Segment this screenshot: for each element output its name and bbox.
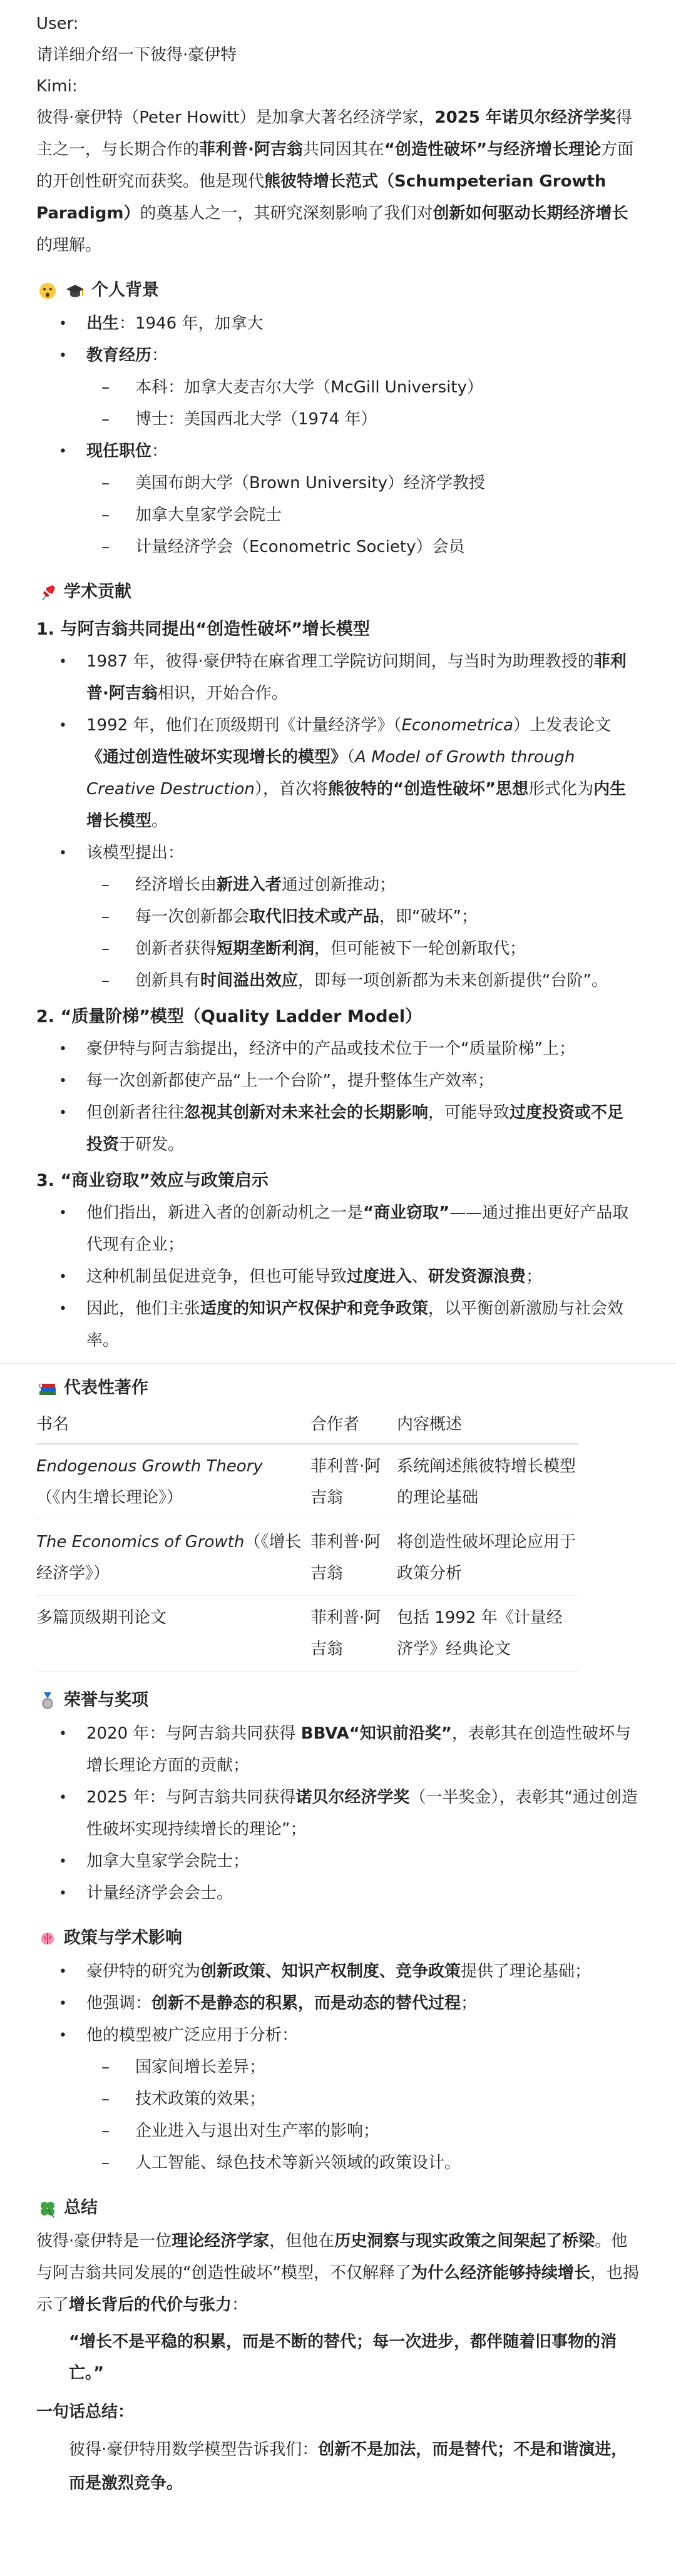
text: 每一次创新都会 <box>135 907 250 926</box>
text: ，即“破坏”； <box>379 907 478 926</box>
text: ）上发表论文 <box>513 716 612 735</box>
text: （《内生增长理论》） <box>36 1488 183 1507</box>
text: 1987 年，彼得·豪伊特在麻省理工学院访问期间，与当时为助理教授的 <box>86 652 594 671</box>
list-item: – 美国布朗大学（Brown University）经济学教授 <box>101 468 640 499</box>
text: ： <box>151 442 168 461</box>
cell-coauthor: 菲利普·阿吉翁 <box>310 1520 397 1596</box>
table-row <box>36 1444 578 1520</box>
column-header: 书名 <box>36 1406 310 1444</box>
text: 多篇顶级期刊论文 <box>36 1608 167 1627</box>
model-sublist <box>86 869 640 997</box>
text: 的奠基人之一，其研究深刻影响了我们对 <box>140 204 433 223</box>
text-bold: 适度的知识产权保护和竞争政策 <box>200 1299 429 1318</box>
contribution-list-3 <box>36 1197 640 1357</box>
pushpin-icon <box>36 576 59 608</box>
list-item: – 技术政策的效果； <box>101 2083 640 2115</box>
text-bold: “商业窃取” <box>363 1204 450 1222</box>
text: ，即每一项创新都为未来创新提供“台阶”。 <box>298 971 608 990</box>
text-bold: 熊彼特的“创造性破坏”思想 <box>327 780 529 799</box>
list-item <box>56 1956 640 1988</box>
list-item <box>56 308 640 340</box>
subheading-quality-ladder: 2. “质量阶梯”模型（Quality Ladder Model） <box>36 1007 422 1026</box>
education-sublist <box>86 372 640 436</box>
list-item <box>56 1293 640 1357</box>
text-bold: 过度投资或不足投资 <box>86 1103 624 1154</box>
list-item: • 加拿大皇家学会院士； <box>56 1846 640 1878</box>
text-bold: 教育经历 <box>86 346 152 365</box>
text: 2025 年：与阿吉翁共同获得 <box>86 1788 296 1807</box>
list-item <box>56 340 640 436</box>
text: ——通过推出更好产品取代现有企业； <box>86 1204 629 1254</box>
text: 。他与阿吉翁共同发展的“创造性破坏”模型，不仅解释了 <box>36 2232 628 2282</box>
cell-title <box>36 1444 310 1520</box>
text: 、 <box>412 1267 429 1286</box>
section-title: 个人背景 <box>91 280 159 300</box>
text-bold: 过度进入 <box>347 1267 412 1286</box>
text: 创新具有 <box>135 971 201 990</box>
list-item <box>56 1988 640 2020</box>
section-honors <box>36 1683 640 1718</box>
text: ，以平衡创新激励与社会效率。 <box>86 1299 624 1350</box>
text: 得主之一，与长期合作的 <box>36 108 632 159</box>
text: 他的模型被广泛应用于分析： <box>86 2026 299 2045</box>
background-list <box>36 308 640 563</box>
list-item: – 博士：美国西北大学（1974 年） <box>101 404 640 436</box>
text: 彼得·豪伊特用数学模型告诉我们： <box>69 2440 319 2459</box>
text-bold: 历史洞察与现实政策之间架起了桥梁 <box>334 2232 595 2251</box>
list-item: – 计量经济学会（Econometric Society）会员 <box>101 531 640 563</box>
text: （一半奖金），表彰其“通过创造性破坏实现持续增长的理论”； <box>86 1788 638 1839</box>
text-bold: 研发资源浪费 <box>428 1267 526 1286</box>
text-bold: 菲利普·阿吉翁 <box>199 140 303 159</box>
list-item: • 每一次创新都使产品“上一个台阶”，提升整体生产效率； <box>56 1065 640 1097</box>
text-bold: 《通过创造性破坏实现增长的模型》 <box>86 748 347 767</box>
quote: “增长不是平稳的积累，而是不断的替代；每一次进步，都伴随着旧事物的消亡。” <box>69 2333 617 2383</box>
text: 创新者获得 <box>135 939 217 958</box>
text: ：1946 年，加拿大 <box>119 314 264 333</box>
one-line-summary <box>36 2433 640 2500</box>
column-header: 合作者 <box>310 1406 397 1444</box>
books-icon <box>36 1372 59 1404</box>
user-message: 请详细介绍一下彼得·豪伊特 <box>36 46 237 64</box>
table-row <box>36 1596 578 1672</box>
cell-coauthor: 菲利普·阿吉翁 <box>310 1444 397 1520</box>
text-bold: 现任职位 <box>86 442 152 461</box>
table-row <box>36 1520 578 1596</box>
text-bold: 内生增长模型 <box>86 780 627 831</box>
cell-coauthor: 菲利普·阿吉翁 <box>310 1596 397 1672</box>
text-bold: 创新不是静态的积累，而是动态的替代过程 <box>151 1994 461 2013</box>
summary-paragraph <box>36 2226 640 2321</box>
text: ： <box>151 346 168 365</box>
list-item: • 豪伊特与阿吉翁提出，经济中的产品或技术位于一个“质量阶梯”上； <box>56 1033 640 1065</box>
contribution-list-1 <box>36 646 640 997</box>
cell-description: 包括 1992 年《计量经济学》经典论文 <box>397 1596 578 1672</box>
section-title: 荣誉与奖项 <box>64 1690 148 1710</box>
text-bold: 理论经济学家 <box>172 2232 270 2251</box>
text: （ <box>347 748 356 767</box>
text: ，表彰其在创造性破坏与增长理论方面的贡献； <box>86 1724 631 1775</box>
section-title: 代表性著作 <box>64 1378 148 1398</box>
text-bold: 熊彼特增长范式（Schumpeterian Growth Paradigm） <box>36 172 607 223</box>
list-item <box>56 436 640 563</box>
section-personal-background <box>36 273 640 308</box>
cell-description: 将创造性破坏理论应用于政策分析 <box>397 1520 578 1596</box>
text: 形式化为 <box>528 780 594 799</box>
text: 提供了理论基础； <box>461 1962 592 1981</box>
text: 他们指出，新进入者的创新动机之一是 <box>86 1204 364 1222</box>
text: ： <box>232 2296 248 2314</box>
list-item <box>56 1718 640 1782</box>
text: ，但可能被下一轮创新取代； <box>314 939 526 958</box>
list-item: – 加拿大皇家学会院士 <box>101 499 640 531</box>
text: 方面的开创性研究而获奖。他是现代 <box>36 140 634 191</box>
list-item <box>101 869 640 901</box>
text-italic: Econometrica <box>401 716 514 735</box>
text-bold: 出生 <box>86 314 120 333</box>
text: 2020 年：与阿吉翁共同获得 <box>86 1724 301 1743</box>
text-bold: “创造性破坏”与经济增长理论 <box>384 140 602 159</box>
cell-title <box>36 1520 310 1596</box>
text: 的理解。 <box>36 236 102 255</box>
section-policy-impact <box>36 1921 640 1956</box>
list-item <box>56 2020 640 2179</box>
list-item <box>56 1197 640 1261</box>
hushed-face-icon <box>36 275 59 306</box>
text-bold: 为什么经济能够持续增长 <box>411 2264 590 2282</box>
section-title: 总结 <box>64 2198 98 2217</box>
text: ，也揭示了 <box>36 2264 639 2314</box>
user-label: User: <box>36 14 79 33</box>
text-bold: 创新不是加法，而是替代；不是和谐演进，而是激烈竞争。 <box>69 2440 628 2493</box>
cell-title <box>36 1596 310 1672</box>
text: ，但他在 <box>269 2232 335 2251</box>
text: 他强调： <box>86 1994 152 2013</box>
text: ），首次将 <box>254 780 328 799</box>
subheading-business-stealing: 3. “商业窃取”效应与政策启示 <box>36 1171 269 1190</box>
text-bold: 菲利普·阿吉翁 <box>86 652 627 703</box>
text: 彼得·豪伊特（Peter Howitt）是加拿大著名经济学家， <box>36 108 435 127</box>
list-item <box>56 646 640 710</box>
text-bold: BBVA“知识前沿奖” <box>300 1724 452 1743</box>
text-bold: 时间溢出效应 <box>200 971 299 990</box>
honors-list <box>36 1718 640 1909</box>
contribution-list-2 <box>36 1033 640 1161</box>
text-bold: 2025 年诺贝尔经济学奖 <box>434 108 616 127</box>
section-representative-works <box>36 1371 640 1406</box>
text-bold: 短期垄断利润 <box>217 939 315 958</box>
graduation-cap-icon <box>64 275 86 306</box>
list-item <box>56 710 640 837</box>
works-table <box>36 1406 578 1672</box>
list-item <box>56 1782 640 1846</box>
list-item: – 本科：加拿大麦吉尔大学（McGill University） <box>101 372 640 404</box>
list-item <box>56 1097 640 1161</box>
text: 该模型提出： <box>86 844 185 862</box>
text-italic: The Economics of Growth <box>36 1533 245 1551</box>
text: 但创新者往往 <box>86 1103 185 1122</box>
section-title: 学术贡献 <box>64 582 131 601</box>
text: 通过创新推动； <box>282 876 396 894</box>
policy-list <box>36 1956 640 2179</box>
section-summary <box>36 2190 640 2226</box>
text-bold: 取代旧技术或产品 <box>249 907 380 926</box>
section-academic-contribution <box>36 575 640 610</box>
text-bold: 新进入者 <box>217 876 282 894</box>
text-italic: Endogenous Growth Theory <box>36 1457 263 1476</box>
text: 于研发。 <box>119 1135 185 1154</box>
text-bold: 创新如何驱动长期经济增长 <box>433 204 628 223</box>
cell-description: 系统阐述熊彼特增长模型的理论基础 <box>397 1444 578 1520</box>
clover-icon <box>36 2192 59 2224</box>
divider <box>0 1363 676 1364</box>
table-header-row <box>36 1406 578 1444</box>
list-item <box>56 837 640 997</box>
medal-icon <box>36 1685 59 1716</box>
text: ，可能导致 <box>428 1103 510 1122</box>
list-item: – 人工智能、绿色技术等新兴领域的政策设计。 <box>101 2147 640 2179</box>
subheading-creative-destruction: 1. 与阿吉翁共同提出“创造性破坏”增长模型 <box>36 620 370 639</box>
list-item <box>101 901 640 933</box>
text: ； <box>461 1994 478 2013</box>
text: 豪伊特的研究为 <box>86 1962 201 1981</box>
text: 共同因其在 <box>302 140 384 159</box>
text-bold: 诺贝尔经济学奖 <box>295 1788 410 1807</box>
text: 因此，他们主张 <box>86 1299 201 1318</box>
text-italic: A Model of Growth through Creative Destruction <box>86 748 575 799</box>
one-line-summary-label: 一句话总结： <box>36 2403 135 2421</box>
text: 经济增长由 <box>135 876 217 894</box>
list-item: – 国家间增长差异； <box>101 2052 640 2083</box>
section-title: 政策与学术影响 <box>64 1928 182 1948</box>
text: 彼得·豪伊特是一位 <box>36 2232 172 2251</box>
column-header: 内容概述 <box>397 1406 578 1444</box>
text: 。 <box>151 812 168 831</box>
conversation-continued <box>0 1371 676 2500</box>
text: （《增长经济学》） <box>36 1533 302 1583</box>
text: 这种机制虽促进竞争，但也可能导致 <box>86 1267 347 1286</box>
position-sublist <box>86 468 640 563</box>
brain-icon <box>36 1923 59 1954</box>
text: ； <box>526 1267 543 1286</box>
analysis-sublist <box>86 2052 640 2179</box>
intro-paragraph <box>36 102 640 262</box>
text: 相识，开始合作。 <box>157 684 288 703</box>
text-bold: 忽视其创新对未来社会的长期影响 <box>184 1103 429 1122</box>
list-item: • 计量经济学会会士。 <box>56 1878 640 1909</box>
text-bold: 增长背后的代价与张力 <box>69 2296 232 2314</box>
list-item <box>101 933 640 965</box>
text: 1992 年，他们在顶级期刊《计量经济学》（ <box>86 716 402 735</box>
text-bold: 创新政策、知识产权制度、竞争政策 <box>200 1962 461 1981</box>
assistant-label: Kimi: <box>36 77 78 96</box>
list-item <box>101 965 640 997</box>
list-item: – 企业进入与退出对生产率的影响； <box>101 2115 640 2147</box>
list-item <box>56 1261 640 1293</box>
